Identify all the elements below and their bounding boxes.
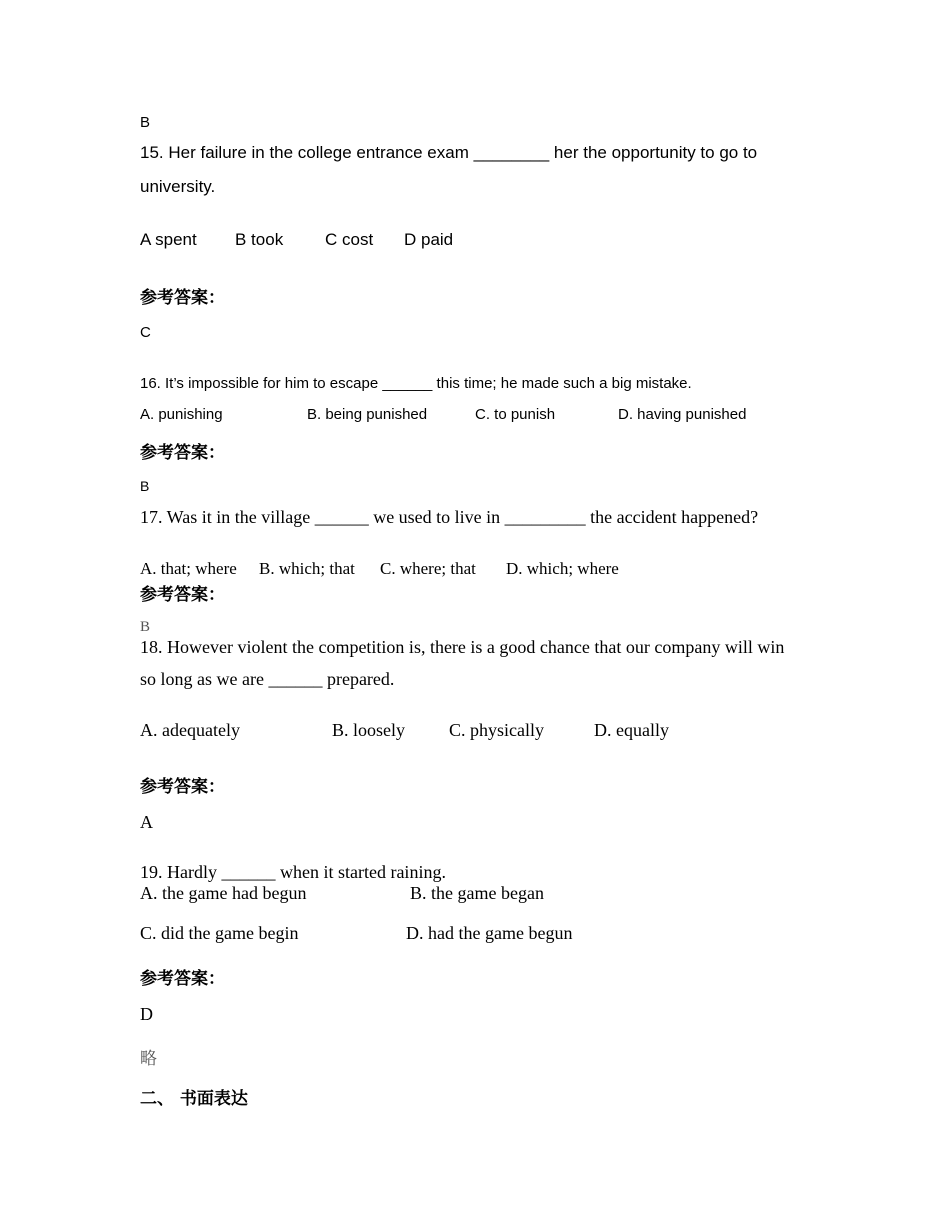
option-b: B. being punished [307, 406, 428, 423]
answer-value: B [140, 619, 151, 635]
option-c: C. to punish [475, 406, 556, 423]
answer-value: D [140, 1004, 153, 1024]
answer-label: 参考答案： [140, 288, 225, 308]
question-19: 19. Hardly ______ when it started raining. [140, 862, 446, 882]
option-d: D. having punished [618, 406, 747, 423]
answer-label: 参考答案： [140, 585, 225, 605]
option-a: A spent [140, 230, 197, 249]
answer-value: C [140, 324, 151, 341]
question-15-line1: 15. Her failure in the college entrance exam ________ her the opportunity to go to [140, 143, 758, 162]
option-b: B. loosely [332, 720, 406, 740]
option-a: A. the game had begun [140, 883, 307, 903]
option-c: C cost [325, 230, 374, 249]
option-a: A. that; where [140, 559, 237, 578]
option-b: B took [235, 230, 284, 249]
answer-label: 参考答案： [140, 969, 225, 989]
option-d: D. equally [594, 720, 669, 740]
option-b: B. the game began [410, 883, 544, 903]
answer-label: 参考答案： [140, 443, 225, 463]
answer-value: B [140, 114, 151, 131]
option-c: C. physically [449, 720, 544, 740]
option-d: D. which; where [506, 559, 619, 578]
answer-label: 参考答案： [140, 777, 225, 797]
question-15-line2: university. [140, 177, 216, 196]
option-a: A. adequately [140, 720, 240, 740]
question-18-line1: 18. However violent the competition is, there is a good chance that our company will win [140, 637, 785, 657]
question-18-line2: so long as we are ______ prepared. [140, 669, 395, 689]
section-heading: 二、 书面表达 [140, 1089, 248, 1109]
option-d: D. had the game begun [406, 923, 573, 943]
answer-note: 略 [140, 1049, 157, 1069]
question-16: 16. It’s impossible for him to escape ______ this time; he made such a big mistake. [140, 375, 692, 392]
option-c: C. did the game begin [140, 923, 299, 943]
option-c: C. where; that [380, 559, 476, 578]
question-17: 17. Was it in the village ______ we used to live in _________ the accident happened? [140, 507, 759, 527]
option-d: D paid [404, 230, 454, 249]
option-b: B. which; that [259, 559, 355, 578]
answer-value: A [140, 812, 153, 832]
answer-value: B [140, 478, 150, 494]
option-a: A. punishing [140, 406, 223, 423]
